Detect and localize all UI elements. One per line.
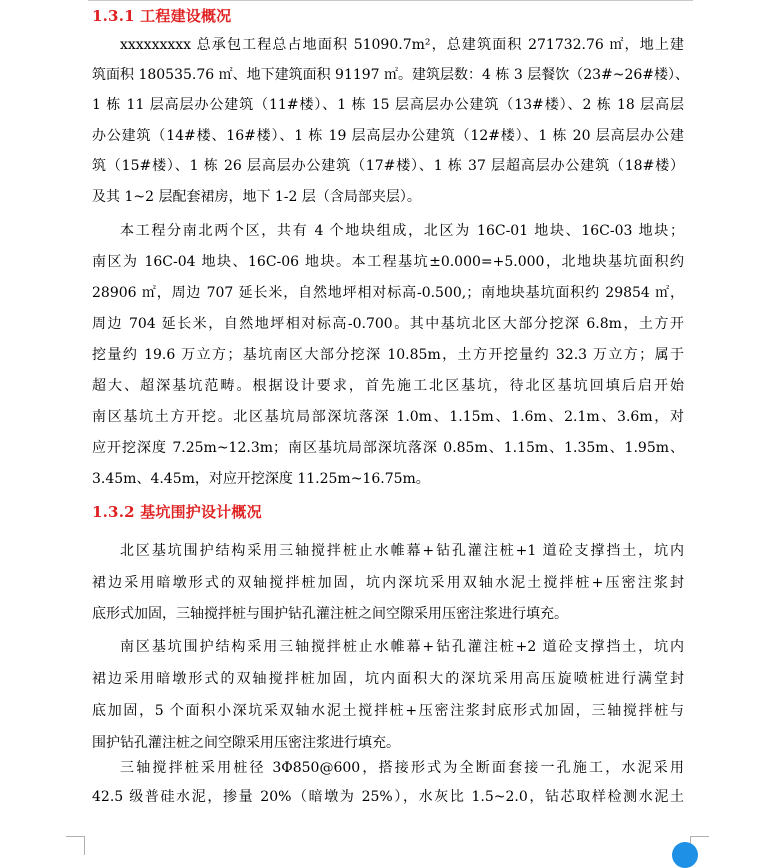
section-heading-1-3-2: 1.3.2 基坑围护设计概况 [92,503,262,521]
paragraph-line: 42.5 级普硅水泥，掺量 20%（暗墩为 25%），水灰比 1.5~2.0，钻芯取样检测水泥土 [92,789,684,805]
paragraph-line: 裙边采用暗墩形式的双轴搅拌桩加固，坑内深坑采用双轴水泥土搅拌桩+压密注浆封 [92,575,684,591]
paragraph-line: 本工程分南北两个区，共有 4 个地块组成，北区为 16C-01 地块、16C-03 地块； [120,223,684,239]
paragraph-line: 28906 ㎡，周边 707 延长米，自然地坪相对标高-0.500,；南地块基坑面积约 29854 ㎡， [92,285,684,301]
paragraph-line: 筑面积 180535.76 ㎡、地下建筑面积 91197 ㎡。建筑层数：4 栋 3 层餐饮（23#~26#楼）、 [92,67,690,83]
paragraph-line: 办公建筑（14#楼、16#楼）、1 栋 19 层高层办公建筑（12#楼）、1 栋 20 层高层办公建 [92,128,684,144]
page-top-rule [88,0,693,1]
paragraph-line: 底形式加固，三轴搅拌桩与围护钻孔灌注桩之间空隙采用压密注浆进行填充。 [92,606,568,622]
paragraph-line: xxxxxxxxx 总承包工程总占地面积 51090.7m²，总建筑面积 271732.76 ㎡，地上建 [120,37,684,53]
paragraph-line: 周边 704 延长米，自然地坪相对标高-0.700。其中基坑北区大部分挖深 6.8m，土方开 [92,316,684,332]
page-corner-mark-left [66,836,85,855]
paragraph-line: 超大、超深基坑范畴。根据设计要求，首先施工北区基坑，待北区基坑回填后启开始 [92,378,684,394]
paragraph-line: 应开挖深度 7.25m~12.3m；南区基坑局部深坑落深 0.85m、1.15m、1.35m、1.95m、 [92,440,684,456]
paragraph-line: 南区基坑土方开挖。北区基坑局部深坑落深 1.0m、1.15m、1.6m、2.1m、3.6m，对 [92,409,684,425]
paragraph-line: 挖量约 19.6 万立方；基坑南区大部分挖深 10.85m，土方开挖量约 32.3 万立方；属于 [92,347,684,363]
section-heading-1-3-1: 1.3.1 工程建设概况 [92,7,232,25]
paragraph-line: 围护钻孔灌注桩之间空隙采用压密注浆进行填充。 [92,735,400,751]
paragraph-line: 三轴搅拌桩采用桩径 3Φ850@600，搭接形式为全断面套接一孔施工，水泥采用 [120,760,684,776]
paragraph-line: 1 栋 11 层高层办公建筑（11#楼）、1 栋 15 层高层办公建筑（13#楼）、2 栋 18 层高层 [92,97,684,113]
floating-action-button[interactable] [672,842,698,868]
paragraph-line: 筑（15#楼）、1 栋 26 层高层办公建筑（17#楼）、1 栋 37 层超高层办公建筑（18#楼） [92,158,684,174]
paragraph-line: 底加固，5 个面积小深坑采双轴水泥土搅拌桩+压密注浆封底形式加固，三轴搅拌桩与 [92,703,684,719]
paragraph-line: 南区基坑围护结构采用三轴搅拌桩止水帷幕+钻孔灌注桩+2 道砼支撑挡土，坑内 [120,639,684,655]
paragraph-line: 南区为 16C-04 地块、16C-06 地块。本工程基坑±0.000=+5.000，北地块基坑面积约 [92,254,684,270]
paragraph-line: 北区基坑围护结构采用三轴搅拌桩止水帷幕+钻孔灌注桩+1 道砼支撑挡土，坑内 [120,543,684,559]
paragraph-line: 及其 1~2 层配套裙房，地下 1-2 层（含局部夹层）。 [92,189,421,205]
paragraph-line: 裙边采用暗墩形式的双轴搅拌桩加固，坑内面积大的深坑采用高压旋喷桩进行满堂封 [92,671,684,687]
paragraph-line: 3.45m、4.45m，对应开挖深度 11.25m~16.75m。 [92,471,430,487]
